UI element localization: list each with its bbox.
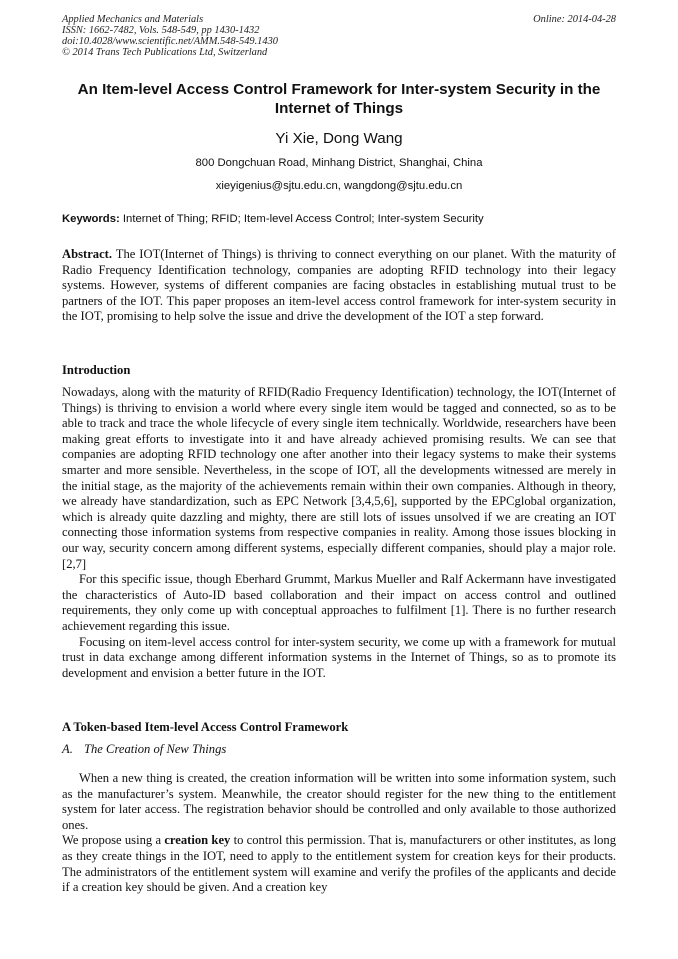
keywords-list: Internet of Thing; RFID; Item-level Access Control; Inter-system Security	[119, 213, 484, 225]
abstract-text: The IOT(Internet of Things) is thriving to connect everything on our planet. With the maturity of Radio Frequency Identification technology, companies are adopting RFID technology into their legacy systems. However, systems of different companies are facing obstacles in establishing mutual trust to be partners of the IOT. This paper proposes an item-level access control framework for inter-system security in the IOT, promising to help solve the issue and drive the development of the IOT a step forward.	[62, 247, 616, 324]
keywords	[62, 212, 616, 226]
journal-name: Applied Mechanics and Materials	[62, 14, 204, 25]
abstract-label: Abstract.	[62, 247, 113, 261]
subsection-title: The Creation of New Things	[84, 742, 227, 756]
text-run: to control this permission. That is, manufacturers or other institutes, as long as they create things in the IOT, need to apply to the entitlement system for creation keys for their products. The administrators of the entitlement system will examine and verify the profiles of the applicants and decide if a creation key should be given. And a creation key	[62, 833, 616, 895]
subsection-heading	[62, 742, 226, 757]
creation-key-term: creation key	[164, 833, 231, 848]
keywords-label: Keywords:	[62, 213, 120, 225]
framework-body	[62, 771, 616, 896]
doi-line: doi:10.4028/www.scientific.net/AMM.548-549.1430	[62, 36, 278, 47]
intro-paragraph: For this specific issue, though Eberhard Grummt, Markus Mueller and Ralf Ackermann have investigated the characteristics of Auto-ID based collaboration and their impact on access control and outlined requirements, they only come up with conceptual approaches to fulfilment [1]. There is no further research achievement regarding this issue.	[62, 572, 616, 633]
paper-title: An Item-level Access Control Framework for Inter-system Security in the Internet of Things	[77, 81, 601, 117]
section-heading-framework: A Token-based Item-level Access Control Framework	[62, 720, 349, 734]
introduction-body	[62, 385, 616, 681]
author-emails: xieyigenius@sjtu.edu.cn, wangdong@sjtu.edu.cn	[215, 180, 463, 192]
framework-paragraph	[62, 833, 616, 895]
framework-paragraph: When a new thing is created, the creation information will be written into some information system, such as the manufacturer’s system. Meanwhile, the creator should register for the new thing to the entitlement system for later access. The registration behavior should be controlled and only available to those authorized ones.	[62, 771, 616, 832]
authors: Yi Xie, Dong Wang	[275, 130, 403, 147]
text-run: We propose using a	[62, 833, 165, 848]
online-date: Online: 2014-04-28	[533, 14, 616, 25]
abstract	[62, 247, 616, 325]
journal-header	[62, 14, 278, 58]
intro-paragraph: Nowadays, along with the maturity of RFID(Radio Frequency Identification) technology, the IOT(Internet of Things) is thriving to envision a world where every single item would be tagged and connected, so as to be able to track and trace the whole lifecycle of every single item technically. Worldwide, researchers have been making great efforts to investigate into it and have already achieved promising results. We can see that companies are adopting RFID technology one after another into their legacy systems to make their systems smarter and more sensible. Nevertheless, in the scope of IOT, all the developments witnessed are merely in the initial stage, as the majority of the achievements remain within their own companies. Although in theory, we already have standardization, such as EPC Network [3,4,5,6], supported by the EPCglobal organization, which is already quite dazzling and mighty, there are still lots of issues unsolved if we are creating an IOT connecting those information systems from respective companies in reality. Among those issues blocking in our way, security concern among different systems, especially different companies, should play a major role. [2,7]	[62, 385, 616, 571]
intro-paragraph: Focusing on item-level access control for inter-system security, we come up with a framework for mutual trust in data exchange among different information systems in the Internet of Things, so as to promote its development and envision a better future in the IOT.	[62, 634, 616, 680]
affiliation: 800 Dongchuan Road, Minhang District, Shanghai, China	[195, 157, 483, 169]
subsection-number: A.	[62, 742, 73, 756]
copyright-line: © 2014 Trans Tech Publications Ltd, Switzerland	[62, 47, 268, 58]
issn-line: ISSN: 1662-7482, Vols. 548-549, pp 1430-1432	[62, 25, 260, 36]
section-heading-introduction: Introduction	[62, 363, 131, 377]
